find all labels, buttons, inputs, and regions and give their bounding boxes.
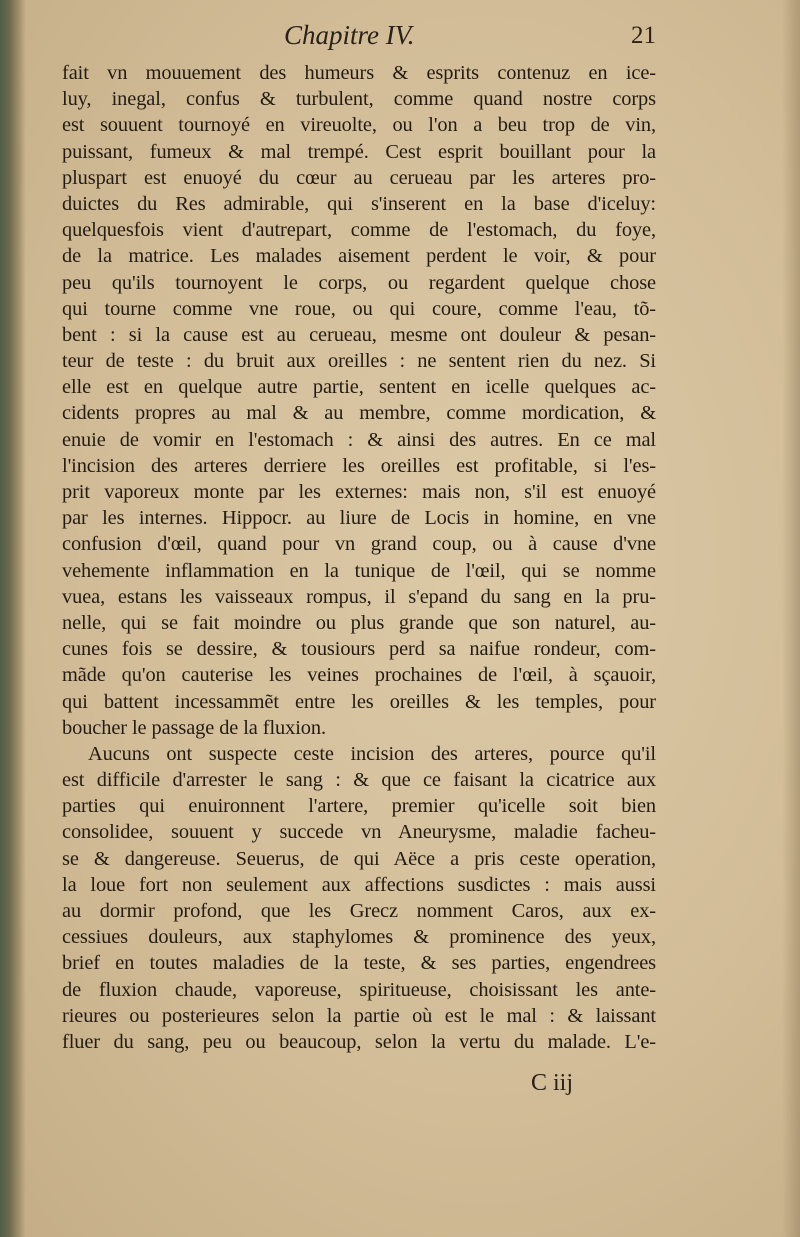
page-header (62, 20, 656, 60)
text-line: parties qui enuironnent l'artere, premier qu'icelle soit bien (62, 795, 656, 818)
paragraph-start-line: Aucuns ont suspecte ceste incision des arteres, pource qu'il (88, 742, 656, 765)
text-line: quelquesfois vient d'autrepart, comme de l'estomach, du foye, (62, 219, 656, 242)
text-line: au dormir profond, que les Grecz nomment Caros, aux ex- (62, 900, 656, 922)
signature-mark: C iij (531, 1070, 574, 1096)
text-line: qui tourne comme vne roue, ou qui coure, comme l'eau, tõ- (62, 297, 656, 320)
text-line: pluspart est enuoyé du cœur au cerueau par les arteres pro- (62, 166, 656, 189)
text-line: la loue fort non seulement aux affections susdictes : mais aussi (62, 873, 656, 896)
running-head: Chapitre IV. (284, 20, 415, 50)
text-line: elle est en quelque autre partie, sentent en icelle quelques ac- (62, 376, 656, 399)
paragraph-end-line: boucher le passage de la fluxion. (62, 716, 326, 739)
text-line: vehemente inflammation en la tunique de l'œil, qui se nomme (62, 559, 656, 582)
text-line: confusion d'œil, quand pour vn grand coup, ou à cause d'vne (62, 533, 656, 556)
text-line: rieures ou posterieures selon la partie où est le mal : & laissant (62, 1004, 656, 1027)
text-line: puissant, fumeux & mal trempé. Cest esprit bouillant pour la (62, 140, 656, 163)
text-line: de fluxion chaude, vaporeuse, spiritueuse, choisissant les ante- (62, 978, 656, 1001)
text-line: qui battent incessammẽt entre les oreilles & les temples, pour (62, 690, 656, 713)
text-line: cunes fois se dessire, & tousiours perd sa naifue rondeur, com- (62, 638, 656, 661)
text-line: brief en toutes maladies de la teste, & ses parties, engendrees (62, 952, 656, 975)
text-line: cidents propres au mal & au membre, comme mordication, & (62, 402, 656, 425)
text-line: mãde qu'on cauterise les veines prochaines de l'œil, à sçauoir, (62, 664, 656, 687)
text-line: bent : si la cause est au cerueau, mesme ont douleur & pesan- (62, 323, 656, 346)
text-line: prit vaporeux monte par les externes: mais non, s'il est enuoyé (62, 481, 656, 503)
text-line: luy, inegal, confus & turbulent, comme quand nostre corps (62, 88, 656, 111)
text-line: fluer du sang, peu ou beaucoup, selon la vertu du malade. L'e- (62, 1030, 656, 1053)
text-line: consolidee, souuent y succede vn Aneurysme, maladie facheu- (62, 821, 656, 844)
text-line: est difficile d'arrester le sang : & que ce faisant la cicatrice aux (62, 769, 656, 792)
text-line: nelle, qui se fait moindre ou plus grande que son naturel, au- (62, 611, 656, 634)
text-line: est souuent tournoyé en vireuolte, ou l'on a beu trop de vin, (62, 114, 656, 137)
text-line: se & dangereuse. Seuerus, de qui Aëce a pris ceste operation, (62, 847, 656, 870)
text-line: cessiues douleurs, aux staphylomes & prominence des yeux, (62, 926, 656, 949)
text-line: fait vn mouuement des humeurs & esprits contenuz en ice- (62, 62, 656, 84)
book-binding-edge (0, 0, 26, 1237)
page-edge-shadow (782, 0, 800, 1237)
text-line: duictes du Res admirable, qui s'inserent en la base d'iceluy: (62, 192, 656, 215)
body-text (62, 60, 656, 1055)
page-number: 21 (631, 22, 656, 49)
text-line: l'incision des arteres derriere les oreilles est profitable, si l'es- (62, 454, 656, 477)
text-line: enuie de vomir en l'estomach : & ainsi des autres. En ce mal (62, 428, 656, 451)
text-line: peu qu'ils tournoyent le corps, ou regardent quelque chose (62, 271, 656, 294)
text-line: vuea, estans les vaisseaux rompus, il s'epand du sang en la pru- (62, 585, 656, 608)
text-line: de la matrice. Les malades aisement perdent le voir, & pour (62, 245, 656, 268)
text-line: teur de teste : du bruit aux oreilles : ne sentent rien du nez. Si (62, 350, 656, 373)
text-line: par les internes. Hippocr. au liure de Locis in homine, en vne (62, 507, 656, 530)
